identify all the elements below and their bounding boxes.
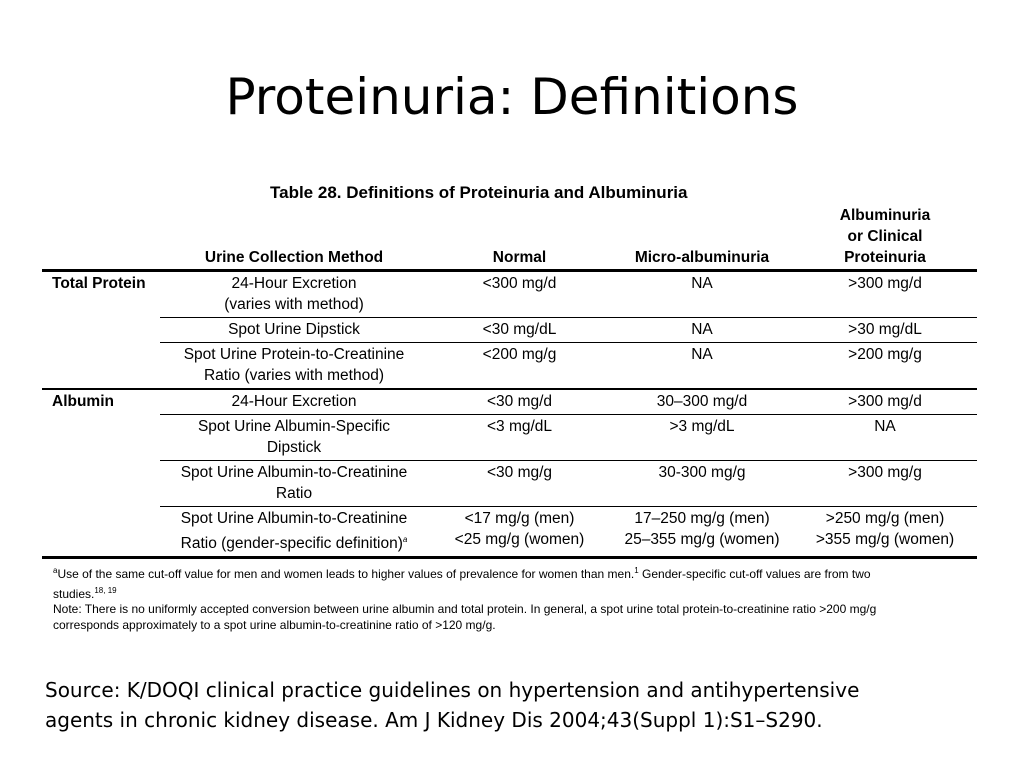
normal-cell: <17 mg/g (men) <25 mg/g (women) bbox=[428, 507, 611, 558]
source-citation bbox=[45, 675, 985, 735]
header-clinical-line1: Albuminuria bbox=[839, 207, 931, 224]
table-row bbox=[42, 389, 977, 415]
table-row bbox=[42, 318, 977, 343]
clinical-cell: >300 mg/d bbox=[793, 271, 977, 318]
method-cell: Spot Urine Albumin-to-Creatinine Ratio bbox=[160, 461, 428, 507]
header-normal: Normal bbox=[428, 205, 611, 271]
method-cell: 24-Hour Excretion bbox=[160, 389, 428, 415]
footnote-a: $^a$Use of the same cut-off value for men and women leads to higher values of prevalence for women than men.$^1$ Gender-specific cut-off values are from two bbox=[53, 566, 871, 581]
clinical-cell: NA bbox=[793, 415, 977, 461]
slide-title: Proteinuria: Definitions bbox=[225, 68, 799, 126]
footnote-a-cont: studies.$^{18, 19}$ bbox=[53, 585, 117, 601]
clinical-cell: >250 mg/g (men) >355 mg/g (women) bbox=[793, 507, 977, 558]
source-line2: agents in chronic kidney disease. Am J Kidney Dis 2004;43(Suppl 1):S1–S290. bbox=[45, 708, 823, 732]
micro-cell: 17–250 mg/g (men) 25–355 mg/g (women) bbox=[611, 507, 793, 558]
source-line1: Source: K/DOQI clinical practice guidelines on hypertension and antihypertensive bbox=[45, 678, 860, 702]
header-method: Urine Collection Method bbox=[160, 205, 428, 271]
micro-cell: 30–300 mg/d bbox=[611, 389, 793, 415]
table-row bbox=[42, 415, 977, 461]
normal-cell: <30 mg/d bbox=[428, 389, 611, 415]
table-row bbox=[42, 461, 977, 507]
normal-cell: <300 mg/d bbox=[428, 271, 611, 318]
clinical-cell: >300 mg/d bbox=[793, 389, 977, 415]
method-cell: Spot Urine Albumin-to-Creatinine Ratio (gender-specific definition)$^a$ bbox=[160, 507, 428, 558]
group-albumin: Albumin bbox=[52, 393, 114, 410]
group-total-protein: Total Protein bbox=[52, 275, 146, 292]
micro-cell: NA bbox=[611, 343, 793, 390]
method-cell: Spot Urine Dipstick bbox=[160, 318, 428, 343]
note-line2: corresponds approximately to a spot urine albumin-to-creatinine ratio of >120 mg/g. bbox=[53, 617, 496, 632]
table-row bbox=[42, 343, 977, 390]
clinical-cell: >200 mg/g bbox=[793, 343, 977, 390]
table-caption: Table 28. Definitions of Proteinuria and Albuminuria bbox=[270, 183, 688, 202]
header-clinical-line2: or Clinical bbox=[847, 228, 923, 245]
definitions-table bbox=[42, 205, 977, 559]
clinical-cell: >30 mg/dL bbox=[793, 318, 977, 343]
header-clinical bbox=[793, 205, 977, 271]
method-cell: Spot Urine Albumin-Specific Dipstick bbox=[160, 415, 428, 461]
normal-cell: <30 mg/dL bbox=[428, 318, 611, 343]
micro-cell: NA bbox=[611, 318, 793, 343]
table-footnotes bbox=[53, 563, 953, 633]
normal-cell: <200 mg/g bbox=[428, 343, 611, 390]
note-line1: Note: There is no uniformly accepted conversion between urine albumin and total protein. In general, a spot urine total protein-to-creatinine ratio >200 mg/g bbox=[53, 602, 877, 616]
clinical-cell: >300 mg/g bbox=[793, 461, 977, 507]
table-row bbox=[42, 507, 977, 558]
normal-cell: <3 mg/dL bbox=[428, 415, 611, 461]
micro-cell: >3 mg/dL bbox=[611, 415, 793, 461]
micro-cell: NA bbox=[611, 271, 793, 318]
method-cell: 24-Hour Excretion (varies with method) bbox=[160, 271, 428, 318]
header-micro: Micro-albuminuria bbox=[611, 205, 793, 271]
normal-cell: <30 mg/g bbox=[428, 461, 611, 507]
header-group bbox=[42, 205, 160, 271]
table-header-row bbox=[42, 205, 977, 271]
micro-cell: 30-300 mg/g bbox=[611, 461, 793, 507]
method-cell: Spot Urine Protein-to-Creatinine Ratio (varies with method) bbox=[160, 343, 428, 390]
header-clinical-line3: Proteinuria bbox=[844, 249, 926, 266]
table-row bbox=[42, 271, 977, 318]
